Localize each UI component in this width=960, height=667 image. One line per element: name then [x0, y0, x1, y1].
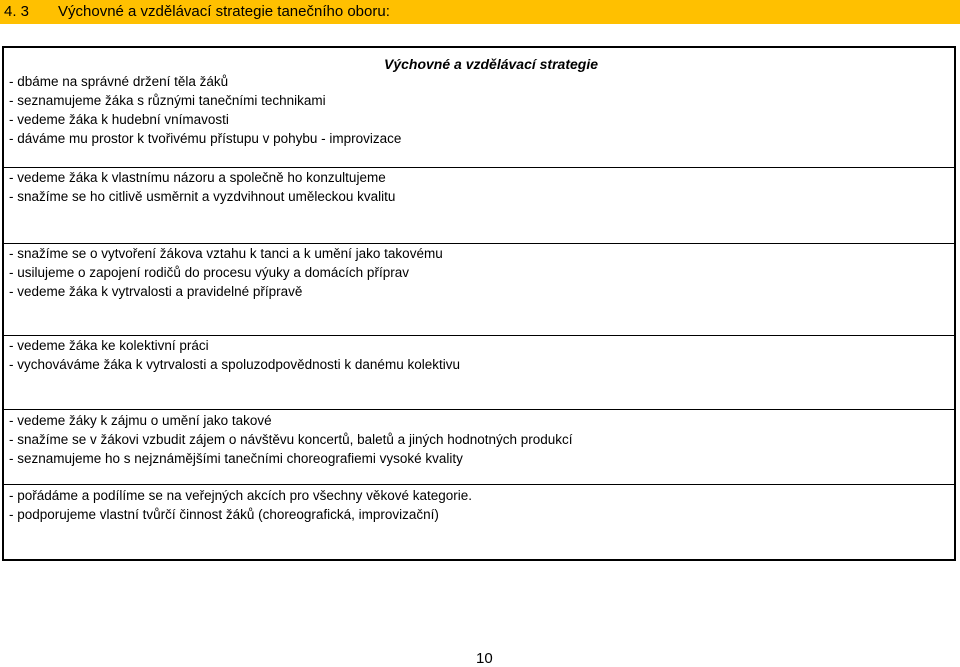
strategy-item: - dbáme na správné držení těla žáků	[9, 74, 229, 89]
strategy-item: - pořádáme a podílíme se na veřejných akcích pro všechny věkové kategorie.	[9, 488, 472, 503]
section-title: Výchovné a vzdělávací strategie tanečního oboru:	[58, 3, 390, 20]
strategy-item: - vedeme žáka ke kolektivní práci	[9, 338, 209, 353]
strategies-table	[2, 46, 956, 561]
strategy-item: - dáváme mu prostor k tvořivému přístupu v pohybu - improvizace	[9, 131, 402, 146]
strategy-item: - snažíme se ho citlivě usměrnit a vyzdvihnout uměleckou kvalitu	[9, 189, 396, 204]
strategy-item: - seznamujeme ho s nejznámějšími tanečními choreografiemi vysoké kvality	[9, 451, 463, 466]
strategy-item: - snažíme se o vytvoření žákova vztahu k tanci a k umění jako takovému	[9, 246, 443, 261]
strategy-group-5	[4, 410, 954, 485]
strategy-item: - usilujeme o zapojení rodičů do procesu výuky a domácích příprav	[9, 265, 409, 280]
strategy-item: - snažíme se v žákovi vzbudit zájem o návštěvu koncertů, baletů a jiných hodnotných produkcí	[9, 432, 573, 447]
strategy-item: - vychováváme žáka k vytrvalosti a spoluzodpovědnosti k danému kolektivu	[9, 357, 460, 372]
strategy-item: - podporujeme vlastní tvůrčí činnost žáků (choreografická, improvizační)	[9, 507, 439, 522]
table-title: Výchovné a vzdělávací strategie	[384, 56, 598, 72]
section-heading	[0, 0, 960, 24]
strategy-group-3	[4, 244, 954, 336]
section-number: 4. 3	[4, 3, 30, 20]
strategy-item: - vedeme žáka k vlastnímu názoru a společně ho konzultujeme	[9, 170, 386, 185]
page-number: 10	[476, 650, 493, 667]
strategy-group-6	[4, 485, 954, 559]
strategy-group-2	[4, 168, 954, 244]
strategy-item: - vedeme žáka k vytrvalosti a pravidelné přípravě	[9, 284, 303, 299]
strategy-item: - vedeme žáka k hudební vnímavosti	[9, 112, 229, 127]
strategy-item: - vedeme žáky k zájmu o umění jako takové	[9, 413, 272, 428]
strategy-group-4	[4, 336, 954, 410]
strategy-item: - seznamujeme žáka s různými tanečními technikami	[9, 93, 326, 108]
strategy-group-1	[4, 70, 954, 168]
